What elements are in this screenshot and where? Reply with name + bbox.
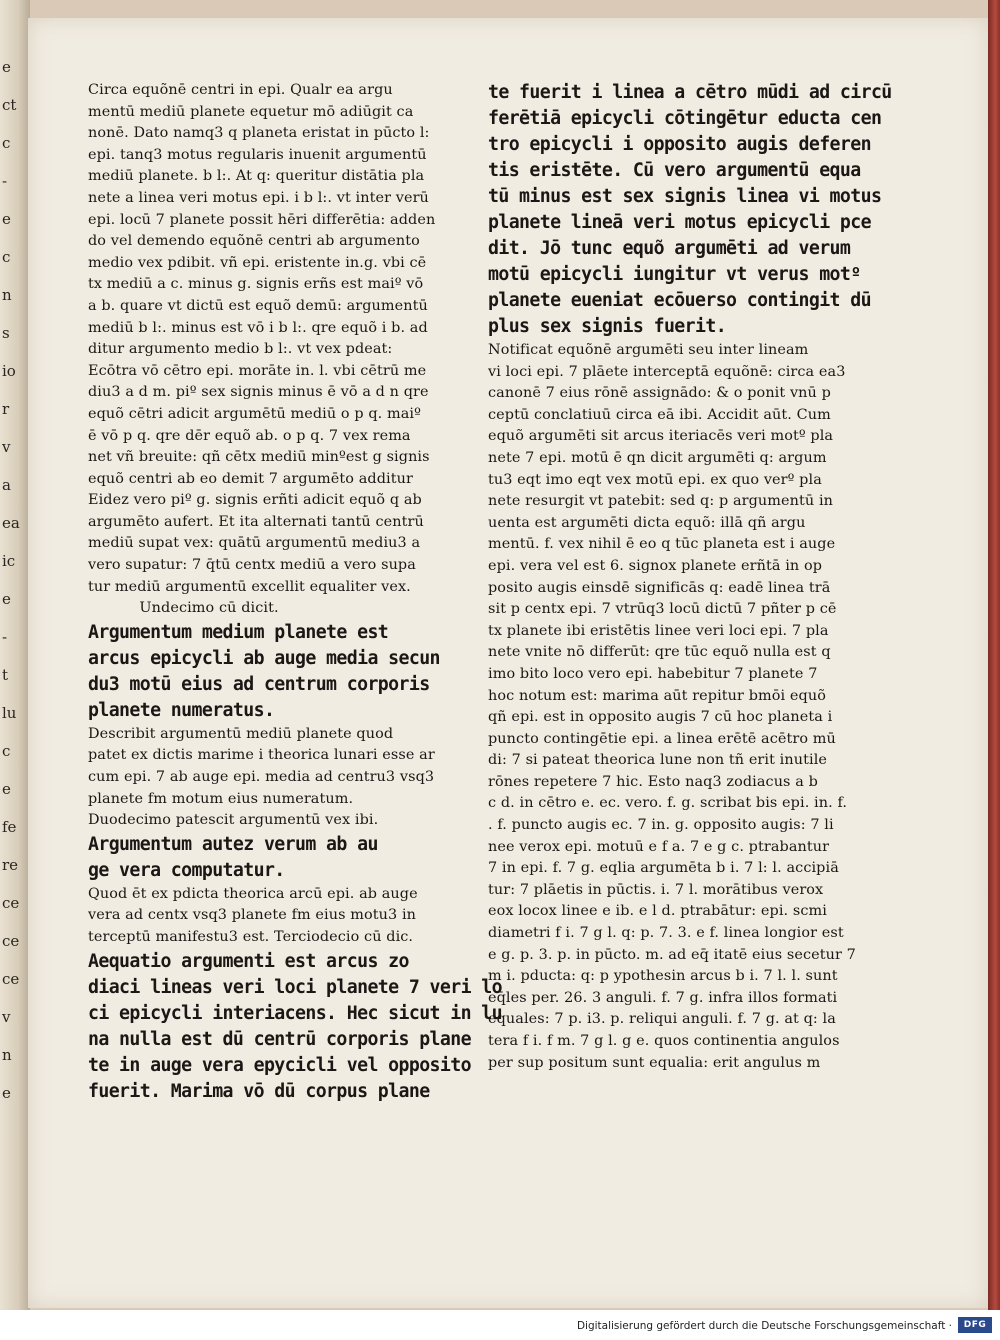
- text-line: posito augis einsdē significās q: eadē linea trā: [488, 579, 831, 596]
- book-cover-edge: [988, 0, 1000, 1310]
- margin-fragment: v: [2, 1008, 11, 1026]
- margin-fragment: ce: [2, 932, 20, 950]
- text-line: e g. p. 3. p. in pūcto. m. ad eq̄ itatē eius secetur 7: [488, 946, 856, 963]
- dfg-logo: DFG: [958, 1317, 992, 1333]
- text-line: du3 motū eius ad centrum corporis: [88, 673, 430, 695]
- margin-fragment: re: [2, 856, 19, 874]
- margin-fragment: c: [2, 134, 11, 152]
- text-line: c d. in cētro e. ec. vero. f. g. scribat bis epi. in. f.: [488, 795, 848, 812]
- right-text-column: [488, 80, 1000, 1074]
- text-line: equõ cētri adicit argumētū mediū o p q. maiº: [88, 405, 421, 422]
- margin-fragment: ct: [2, 96, 17, 114]
- text-line: equales: 7 p. i3. p. reliqui anguli. f. 7 g. at q: la: [488, 1011, 836, 1028]
- text-line: tur mediū argumentū excellit equaliter vex.: [88, 578, 411, 595]
- text-line: Eidez vero piº g. signis erñti adicit equõ q ab: [88, 492, 422, 509]
- text-line: tx planete ibi eristētis linee veri loci epi. 7 pla: [488, 622, 829, 639]
- text-line: mentū. f. vex nihil ē eo q tūc planeta est i auge: [488, 536, 836, 553]
- text-line: di: 7 si pateat theorica lune non tñ erit inutile: [488, 752, 828, 769]
- margin-fragment: -: [2, 628, 8, 646]
- text-line: per sup positum sunt equalia: erit angulus m: [488, 1054, 821, 1071]
- text-line: ci epicycli interiacens. Hec sicut in lu: [88, 1002, 502, 1024]
- previous-page-edge: [0, 0, 30, 1310]
- margin-fragment: ic: [2, 552, 16, 570]
- text-line: nete a linea veri motus epi. i b l:. vt inter verū: [88, 189, 429, 206]
- text-line: qñ epi. est in opposito augis 7 cū hoc planeta i: [488, 709, 833, 726]
- text-line: fuerit. Marima vō dū corpus plane: [88, 1080, 430, 1102]
- text-line: m i. pducta: q: p ypothesin arcus b i. 7 l. l. sunt: [488, 968, 838, 985]
- text-line: equõ centri ab eo demit 7 argumēto additur: [88, 470, 413, 487]
- text-line: mediū planete. b l:. At q: queritur distātia pla: [88, 168, 425, 185]
- text-line: tur: 7 plāetis in pūctis. i. 7 l. morātibus verox: [488, 881, 824, 898]
- text-line: patet ex dictis marime i theorica lunari esse ar: [88, 747, 435, 764]
- margin-fragment: s: [2, 324, 10, 342]
- margin-fragment: c: [2, 742, 11, 760]
- text-line: eq̄les per. 26. 3 anguli. f. 7 g. infra illos formati: [488, 989, 838, 1006]
- margin-fragment: lu: [2, 704, 17, 722]
- text-line: vero supatur: 7 q̄tū centx mediū a vero supa: [88, 557, 416, 574]
- text-line: terceptū manifestu3 est. Terciodecio cū dic.: [88, 929, 414, 945]
- text-line: motū epicycli iungitur vt verus motº: [488, 264, 861, 285]
- text-line: ditur argumento medio b l:. vt vex pdeat:: [88, 341, 393, 358]
- text-line: Ecōtra vō cētro epi. morāte in. l. vbi cētrū me: [88, 362, 427, 379]
- text-line: equõ argumēti sit arcus iteriacēs veri motº pla: [488, 428, 834, 445]
- margin-fragment: v: [2, 438, 11, 456]
- text-line: diametri f i. 7 g l. q: p. 7. 3. e f. linea longior est: [488, 925, 844, 942]
- text-line: nete vnite nō differūt: qre tūc equõ nulla est q: [488, 644, 831, 661]
- text-line: Quod ēt ex pdicta theorica arcū epi. ab auge: [88, 885, 418, 902]
- text-line: te in auge vera epycicli vel opposito: [88, 1054, 471, 1076]
- text-line: imo bito loco vero epi. habebitur 7 planete 7: [488, 665, 818, 682]
- text-line: tū minus est sex signis linea vi motus: [488, 186, 882, 207]
- digitization-footer: [0, 1310, 1000, 1340]
- text-line: tro epicycli i opposito augis deferen: [488, 134, 871, 155]
- text-line: diaci lineas veri loci planete 7 veri lo: [88, 976, 502, 998]
- text-line: rōnes repetere 7 hic. Esto naq3 zodiacus a b: [488, 773, 818, 790]
- text-line: ge vera computatur.: [88, 859, 285, 881]
- text-line: na nulla est dū centrū corporis plane: [88, 1028, 471, 1050]
- text-line: sit p centx epi. 7 vtrūq3 locū dictū 7 pñter p cē: [488, 601, 837, 618]
- text-line: ceptū conclatiuū circa eā ibi. Accidit aūt. Cum: [488, 406, 831, 423]
- margin-fragment: n: [2, 286, 12, 304]
- text-line: ē vō p q. qre dēr equõ ab. o p q. 7 vex rema: [88, 427, 411, 444]
- text-line: ferētiā epicycli cōtingētur educta cen: [488, 108, 882, 129]
- margin-fragment: n: [2, 1046, 12, 1064]
- margin-fragment: ce: [2, 894, 20, 912]
- left-text-column: [88, 80, 502, 1105]
- margin-fragment: r: [2, 400, 10, 418]
- text-line: tera f i. f m. 7 g l. g e. quos continentia angulos: [488, 1033, 840, 1049]
- text-line: mentū mediū planete equetur mō adiūgit ca: [88, 103, 414, 120]
- text-line: do vel demendo equõnē centri ab argumento: [88, 233, 420, 250]
- text-line: eox locox linee e ib. e l d. ptrabātur: epi. scmi: [488, 903, 827, 920]
- margin-fragment: -: [2, 172, 8, 190]
- margin-fragment: t: [2, 666, 9, 684]
- text-line: Describit argumentū mediū planete quod: [88, 725, 394, 742]
- text-line: vera ad centx vsq3 planete fm eius motu3 in: [88, 907, 417, 924]
- text-line: a b. quare vt dictū est equõ demū: argumentū: [88, 297, 428, 314]
- margin-fragment: e: [2, 590, 11, 608]
- text-line: vi loci epi. 7 plāete interceptā equõnē: circa ea3: [488, 363, 846, 380]
- text-line: plus sex signis fuerit.: [488, 316, 727, 337]
- margin-fragment: c: [2, 248, 11, 266]
- text-line: Undecimo cū dicit.: [88, 600, 279, 617]
- text-line: diu3 a d m. piº sex signis minus ē vō a d n qre: [88, 384, 429, 401]
- text-line: puncto contingētie epi. a linea erētē acētro mū: [488, 730, 836, 747]
- text-line: Notificat equõnē argumēti seu inter lineam: [488, 342, 809, 358]
- text-line: tis eristēte. Cū vero argumentū equa: [488, 160, 861, 181]
- text-line: tu3 eqt imo eqt vex motū epi. ex quo verº pla: [488, 471, 822, 488]
- text-line: planete fm motum eius numeratum.: [88, 790, 354, 807]
- text-line: uenta est argumēti dicta equõ: illā qñ argu: [488, 514, 806, 531]
- text-line: Aequatio argumenti est arcus zo: [88, 950, 409, 972]
- text-line: te fuerit i linea a cētro mūdi ad circū: [488, 82, 892, 103]
- margin-fragment: a: [2, 476, 11, 494]
- text-line: dit. Jō tunc equõ argumēti ad verum: [488, 238, 851, 259]
- text-line: mediū b l:. minus est vō i b l:. qre equõ i b. ad: [88, 319, 428, 336]
- text-line: hoc notum est: marima aūt repitur bmōi equõ: [488, 687, 826, 704]
- text-line: nete 7 epi. motū ē qn dicit argumēti q: argum: [488, 449, 827, 466]
- text-line: . f. puncto augis ec. 7 in. g. opposito augis: 7 li: [488, 817, 834, 834]
- margin-fragment: fe: [2, 818, 17, 836]
- text-line: planete numeratus.: [88, 699, 275, 721]
- text-line: nonē. Dato namq3 q planeta eristat in pūcto l:: [88, 125, 430, 142]
- margin-fragment: e: [2, 58, 11, 76]
- text-line: epi. tanq3 motus regularis inuenit argumentū: [88, 146, 427, 163]
- margin-fragment: e: [2, 780, 11, 798]
- text-line: epi. vera vel est 6. signox planete erñtā in op: [488, 557, 823, 574]
- funding-credit: Digitalisierung gefördert durch die Deutsche Forschungsgemeinschaft ·: [576, 1320, 952, 1332]
- text-line: arcus epicycli ab auge media secun: [88, 647, 440, 669]
- text-line: tx mediū a c. minus g. signis erñs est maiº vō: [88, 276, 424, 293]
- text-line: nee verox epi. motuū e f a. 7 e g c. ptrabantur: [488, 838, 830, 855]
- text-line: net vñ breuite: qñ cētx mediū minºest g signis: [88, 449, 430, 466]
- margin-fragment: ea: [2, 514, 20, 532]
- text-line: medio vex pdibit. vñ epi. eristente in.g. vbi cē: [88, 254, 427, 271]
- text-line: Argumentum medium planete est: [88, 621, 389, 643]
- text-line: planete eueniat ecōuerso contingit dū: [488, 290, 871, 311]
- page-folio: [28, 18, 988, 1308]
- margin-fragment: ce: [2, 970, 20, 988]
- text-line: cum epi. 7 ab auge epi. media ad centru3 vsq3: [88, 769, 435, 786]
- text-line: Circa equõnē centri in epi. Qualr ea argu: [88, 82, 393, 98]
- margin-fragment: e: [2, 1084, 11, 1102]
- text-line: 7 in epi. f. 7 g. eqlia argumēta b i. 7 l: l. accipiā: [488, 860, 839, 877]
- text-line: planete lineā veri motus epicycli pce: [488, 212, 871, 233]
- text-line: argumēto aufert. Et ita alternati tantū centrū: [88, 513, 424, 530]
- margin-fragment: io: [2, 362, 16, 380]
- text-line: Argumentum autez verum ab au: [88, 833, 378, 855]
- text-line: Duodecimo patescit argumentū vex ibi.: [88, 812, 379, 829]
- text-line: mediū supat vex: quātū argumentū mediu3 a: [88, 535, 421, 552]
- text-line: epi. locū 7 planete possit hēri differētia: adden: [88, 211, 436, 228]
- margin-fragment: e: [2, 210, 11, 228]
- text-line: nete resurgit vt patebit: sed q: p argumentū in: [488, 493, 834, 510]
- text-line: canonē 7 eius rōnē assignādo: & o ponit vnū p: [488, 385, 831, 402]
